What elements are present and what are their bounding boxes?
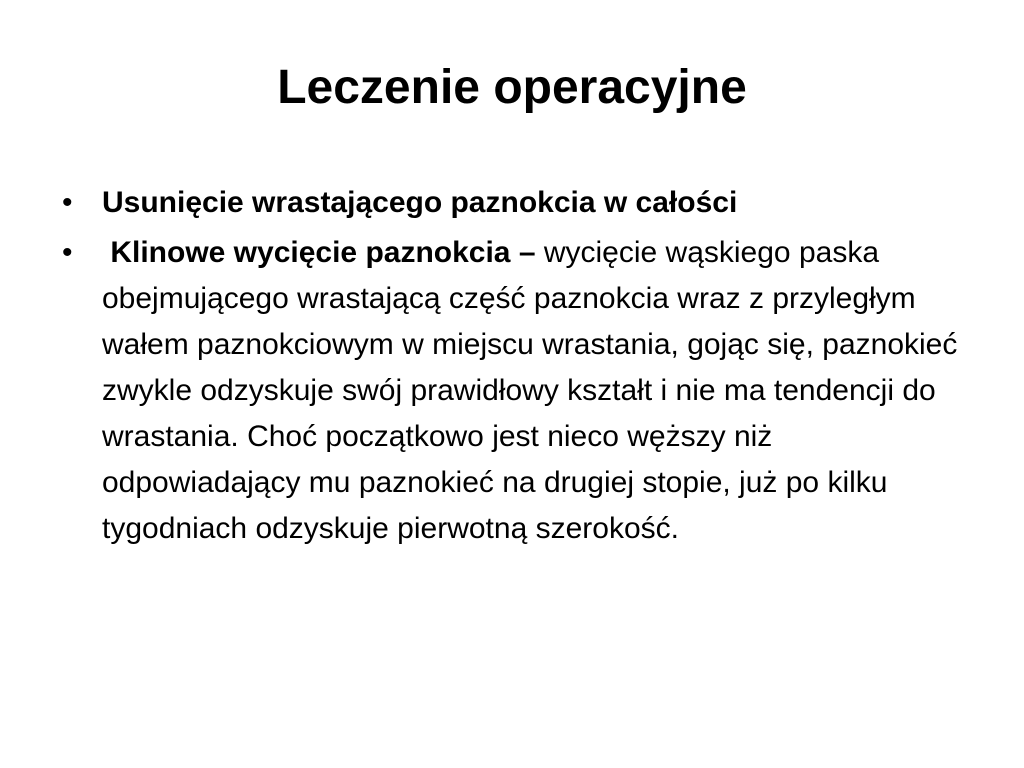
bullet-item [60, 180, 960, 226]
bullet-body-text: wycięcie wąskiego paska obejmującego wrastającą część paznokcia wraz z przyległym wałem paznokciowym w miejscu wrastania, gojąc się, paznokieć zwykle odzyskuje swój prawidłowy kształt i nie ma tendencji do wrastania. Choć początkowo jest nieco węższy niż odpowiadający mu paznokieć na drugiej stopie, już po kilku tygodniach odzyskuje pierwotną szerokość. [102, 236, 958, 545]
bullet-list [60, 180, 960, 556]
bullet-dot-icon: • [62, 236, 73, 269]
slide-title: Leczenie operacyjne [277, 61, 747, 114]
bullet-bold-text: Klinowe wycięcie paznokcia – [102, 236, 544, 269]
bullet-bold-text: Usunięcie wrastającego paznokcia w całości [102, 186, 738, 219]
bullet-item [60, 230, 960, 552]
bullet-dot-icon: • [62, 186, 73, 219]
